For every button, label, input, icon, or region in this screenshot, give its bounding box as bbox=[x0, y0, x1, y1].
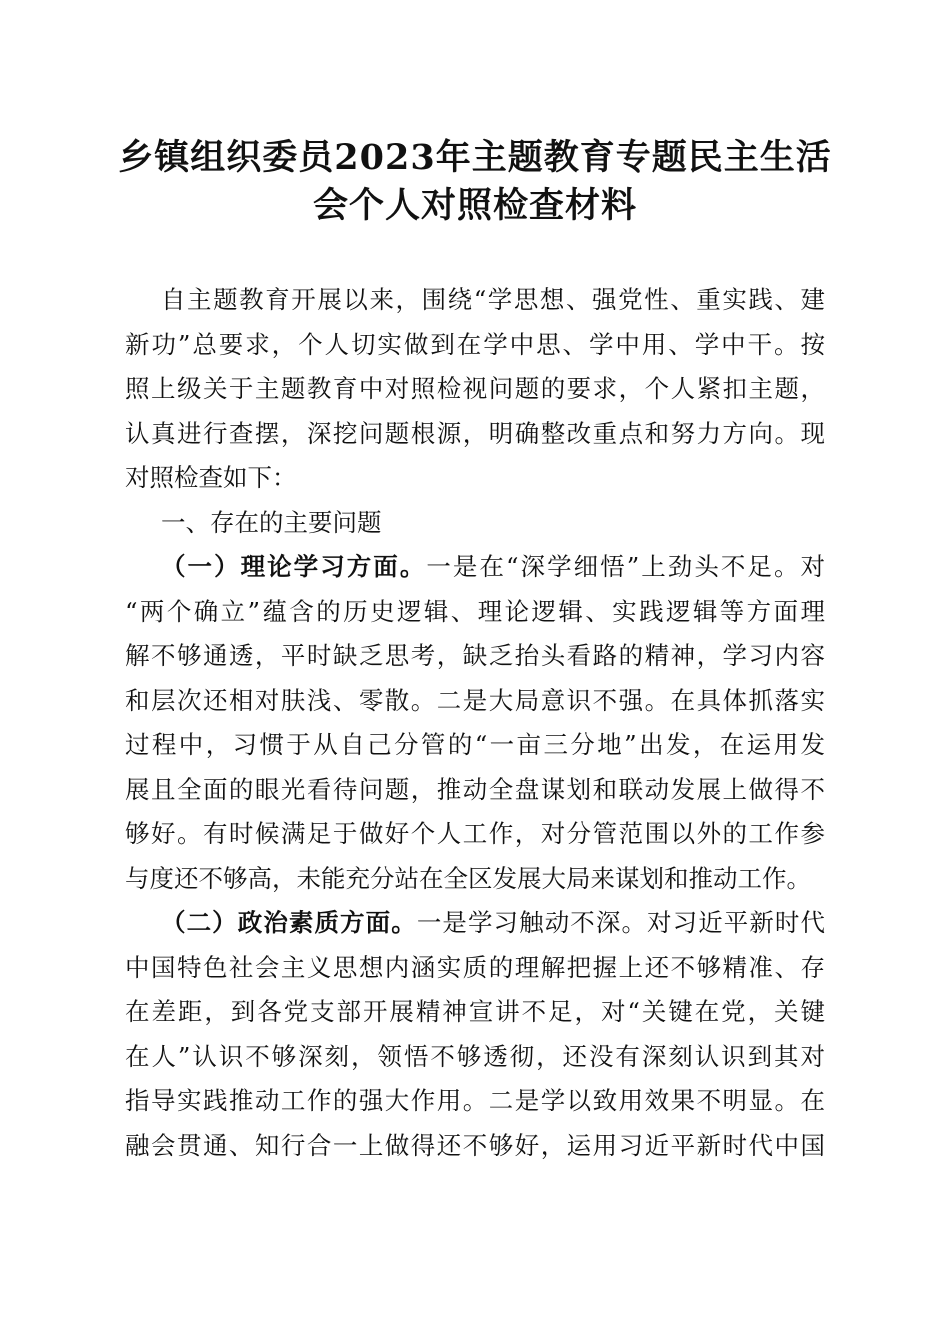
subsection-2-line: 指导实践推动工作的强大作用。二是学以致用效果不明显。在 bbox=[125, 1086, 825, 1115]
section-heading: 一、存在的主要问题 bbox=[161, 507, 382, 537]
title-line-1: 乡镇组织委员2023年主题教育专题民主生活 bbox=[118, 137, 832, 178]
subsection-1-first-line bbox=[125, 545, 825, 590]
subsection-1-line: 过程中，习惯于从自己分管的“一亩三分地”出发，在运用发 bbox=[125, 730, 825, 759]
subsection-2-line: 中国特色社会主义思想内涵实质的理解把握上还不够精准、存 bbox=[125, 952, 825, 982]
subsection-2-line: 在人”认识不够深刻，领悟不够透彻，还没有深刻认识到其对 bbox=[125, 1041, 825, 1071]
subsection-1-line: 和层次还相对肤浅、零散。二是大局意识不强。在具体抓落实 bbox=[125, 685, 825, 715]
subsection-2-line: 融会贯通、知行合一上做得还不够好，运用习近平新时代中国 bbox=[125, 1130, 825, 1160]
subsection-2-line: 在差距，到各党支部开展精神宣讲不足，对“关键在党，关键 bbox=[125, 997, 825, 1026]
document-title bbox=[100, 134, 850, 230]
title-line-2: 会个人对照检查材料 bbox=[312, 185, 637, 226]
subsection-1-line: 与度还不够高，未能充分站在全区发展大局来谋划和推动工作。 bbox=[125, 863, 811, 893]
subsection-1-line: “两个确立”蕴含的历史逻辑、理论逻辑、实践逻辑等方面理 bbox=[125, 596, 825, 626]
intro-line: 自主题教育开展以来，围绕“学思想、强党性、重实践、建 bbox=[161, 285, 825, 314]
subsection-1-line: 展且全面的眼光看待问题，推动全盘谋划和联动发展上做得不 bbox=[125, 774, 825, 804]
intro-line: 对照检查如下： bbox=[125, 463, 297, 492]
document-body bbox=[125, 278, 825, 1168]
subsection-2-first-line bbox=[125, 901, 825, 946]
intro-line: 新功”总要求，个人切实做到在学中思、学中用、学中干。按 bbox=[125, 329, 825, 359]
subsection-2-label: （二）政治素质方面。 bbox=[161, 908, 417, 937]
subsection-1-line: 够好。有时候满足于做好个人工作，对分管范围以外的工作参 bbox=[125, 819, 825, 848]
subsection-1-first-text: 一是在“深学细悟”上劲头不足。对 bbox=[426, 552, 825, 581]
intro-line: 认真进行查摆，深挖问题根源，明确整改重点和努力方向。现 bbox=[125, 418, 825, 448]
subsection-1-line: 解不够通透，平时缺乏思考，缺乏抬头看路的精神，学习内容 bbox=[125, 641, 825, 670]
subsection-1-label: （一）理论学习方面。 bbox=[161, 552, 427, 581]
subsection-2-first-text: 一是学习触动不深。对习近平新时代 bbox=[416, 908, 826, 937]
intro-line: 照上级关于主题教育中对照检视问题的要求，个人紧扣主题， bbox=[125, 374, 825, 403]
